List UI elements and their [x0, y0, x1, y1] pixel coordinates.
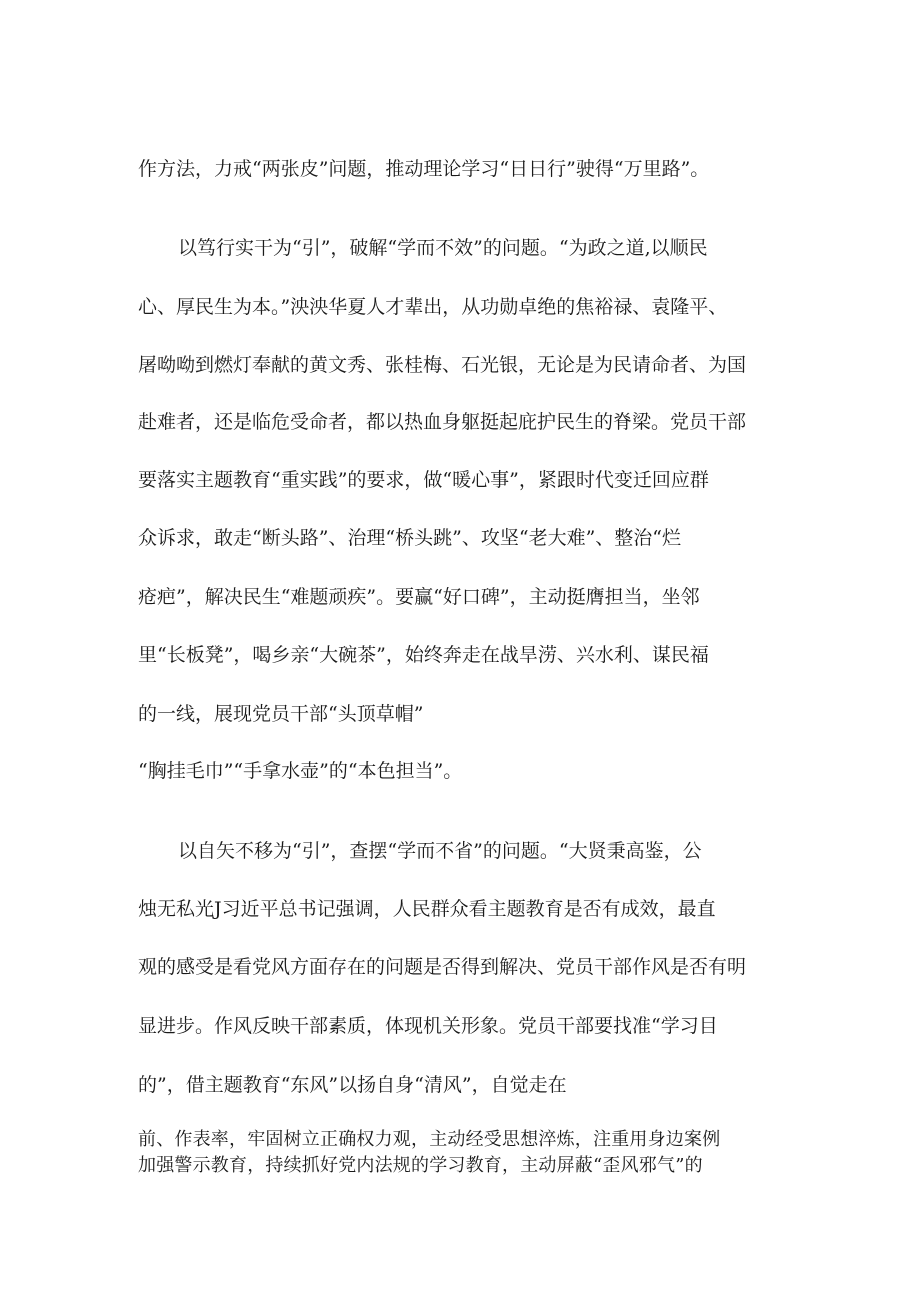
text-line: 的”，借主题教育“东风”以扬自身“清风”，自觉走在 [138, 1074, 567, 1096]
text-line: 赴难者，还是临危受命者，都以热血身躯挺起庇护民生的脊梁。党员干部 [138, 411, 747, 433]
text-line: 里“长板凳”，喝乡亲“大碗茶”，始终奔走在战旱涝、兴水利、谋民福 [138, 644, 709, 666]
text-line: 疮疤”，解决民生“难题顽疾”。要赢“好口碑”，主动挺膺担当，坐邻 [138, 586, 700, 608]
text-line: 作方法，力戒“两张皮”问题，推动理论学习“日日行”驶得“万里路”。 [138, 158, 710, 180]
paragraph-start-line: 以自矢不移为“引”，查摆“学而不省”的问题。“大贤秉高鉴，公 [178, 840, 702, 862]
paragraph-start-line: 以笃行实干为“引”，破解“学而不效”的问题。“为政之道,以顺民 [178, 237, 708, 259]
text-line: 显进步。作风反映干部素质，体现机关形象。党员干部要找准“学习目 [138, 1015, 718, 1037]
text-line: 的一线，展现党员干部“头顶草帽” [138, 703, 424, 725]
text-line: 要落实主题教育“重实践”的要求，做“暖心事”，紧跟时代变迁回应群 [138, 469, 709, 491]
text-line: 前、作表率，牢固树立正确权力观，主动经受思想淬炼，注重用身边案例 [138, 1129, 721, 1150]
text-line: 加强警示教育，持续抓好党内法规的学习教育，主动屏蔽“歪风邪气”的 [138, 1155, 703, 1176]
text-line: 烛无私光J习近平总书记强调，人民群众看主题教育是否有成效，最直 [138, 898, 716, 920]
text-line: 众诉求，敢走“断头路”、治理“桥头跳”、攻坚“老大难”、整治“烂 [138, 527, 681, 549]
text-line: 观的感受是看党风方面存在的问题是否得到解决、党员干部作风是否有明 [138, 956, 747, 978]
text-line: 屠呦呦到燃灯奉献的黄文秀、张桂梅、石光银，无论是为民请命者、为国 [138, 354, 747, 376]
text-line: 心、厚民生为本。”泱泱华夏人才辈出，从功勋卓绝的焦裕禄、袁隆平、 [138, 296, 728, 318]
text-line: “胸挂毛巾”“手拿水壶”的“本色担当”。 [138, 760, 463, 782]
